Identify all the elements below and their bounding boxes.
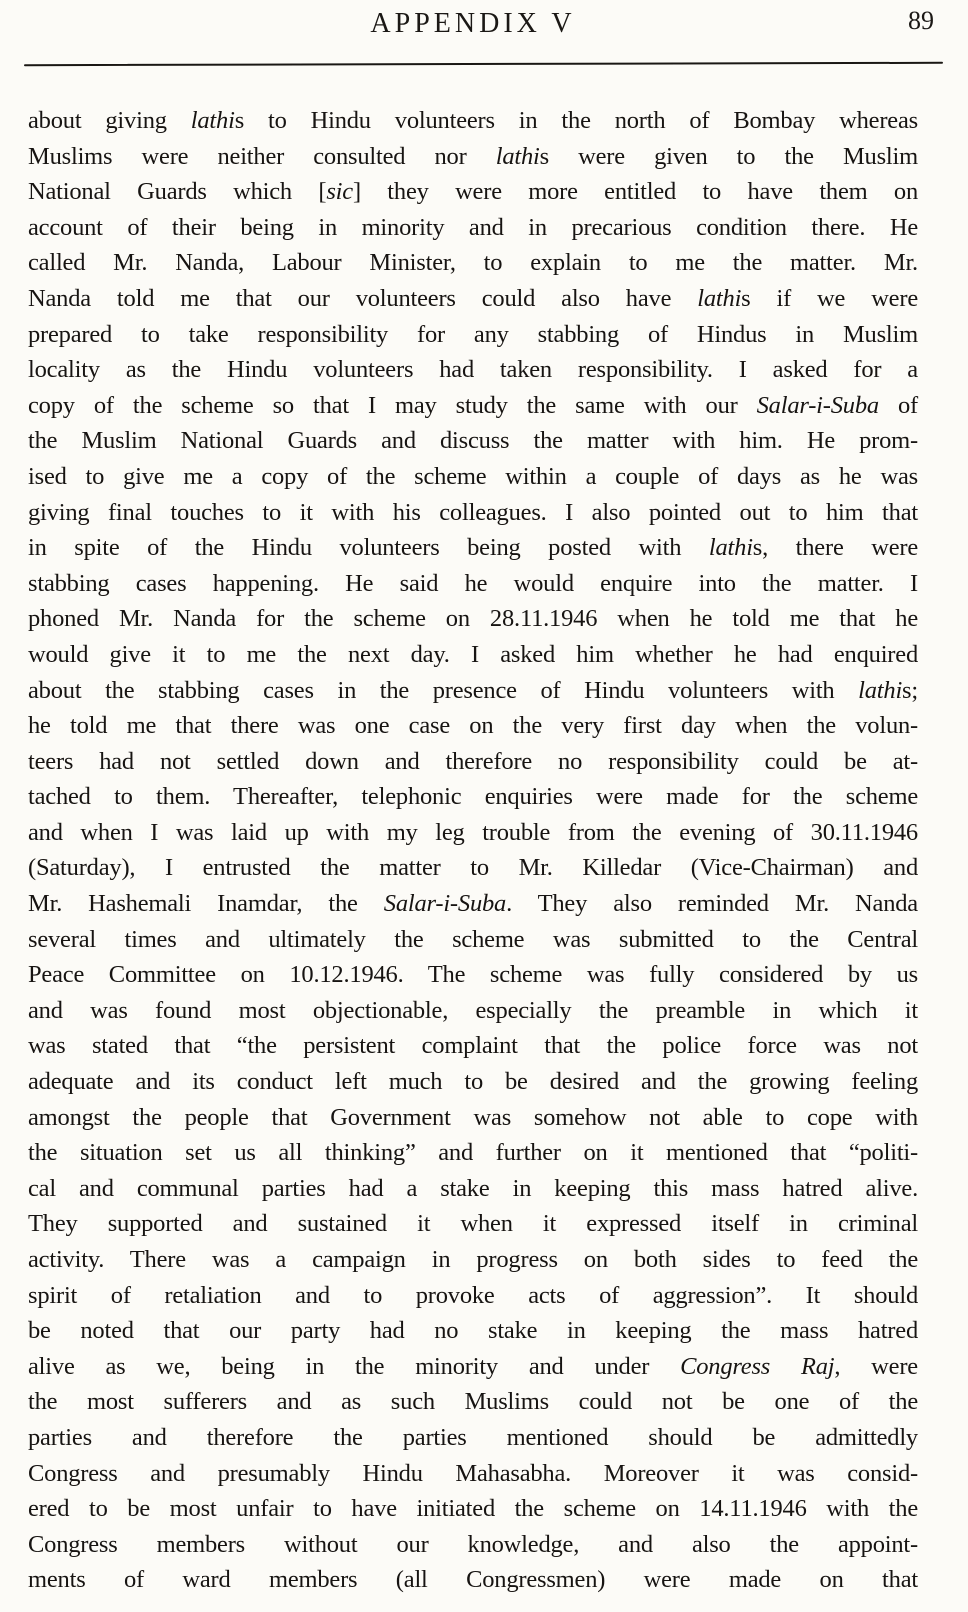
text-line bbox=[28, 886, 918, 922]
text-line bbox=[28, 174, 918, 210]
italic-text-run: Salar-i-Suba bbox=[383, 890, 507, 918]
text-run: (Saturday), I entrusted the matter to Mr. Killedar (Vice-Chairman) and bbox=[28, 854, 918, 882]
text-run: Nanda told me that our volunteers could also have bbox=[28, 284, 698, 312]
text-run: called Mr. Nanda, Labour Minister, to explain to me the matter. Mr. bbox=[28, 249, 918, 277]
text-run: s, there were bbox=[752, 534, 919, 562]
text-line bbox=[28, 1064, 918, 1100]
text-run: he told me that there was one case on the very first day when the volun- bbox=[28, 712, 918, 740]
text-line bbox=[28, 245, 918, 281]
body-text bbox=[28, 103, 918, 1598]
text-run: phoned Mr. Nanda for the scheme on 28.11.1946 when he told me that he bbox=[28, 605, 918, 633]
italic-text-run: lathi bbox=[495, 142, 540, 170]
text-run: amongst the people that Government was somehow not able to cope with bbox=[28, 1103, 918, 1131]
italic-text-run: sic bbox=[326, 178, 353, 206]
text-run: and was found most objectionable, especially the preamble in which it bbox=[28, 996, 918, 1024]
appendix-title: APPENDIX V bbox=[370, 8, 576, 39]
text-run: s; bbox=[902, 676, 918, 704]
text-run: Muslims were neither consulted nor bbox=[28, 142, 496, 170]
text-run: ered to be most unfair to have initiated the scheme on 14.11.1946 with the bbox=[28, 1495, 918, 1523]
text-run: the Muslim National Guards and discuss the matter with him. He prom- bbox=[28, 427, 918, 455]
text-run: the situation set us all thinking” and further on it mentioned that “politi- bbox=[28, 1139, 918, 1167]
text-line bbox=[28, 459, 918, 495]
text-run: , were bbox=[834, 1352, 918, 1380]
text-run: activity. There was a campaign in progress on both sides to feed the bbox=[28, 1246, 918, 1273]
italic-text-run: lathi bbox=[190, 107, 235, 134]
text-run: copy of the scheme so that I may study the same with our bbox=[28, 391, 757, 419]
text-line bbox=[28, 530, 918, 566]
text-run: about giving bbox=[28, 107, 191, 134]
text-line bbox=[28, 815, 918, 851]
text-run: tached to them. Thereafter, telephonic enquiries were made for the scheme bbox=[28, 783, 918, 811]
text-run: National Guards which [ bbox=[28, 178, 327, 206]
text-run: the most sufferers and as such Muslims could not be one of the bbox=[28, 1388, 918, 1416]
text-run: be noted that our party had no stake in keeping the mass hatred bbox=[28, 1317, 918, 1345]
text-line bbox=[28, 1527, 918, 1563]
text-line bbox=[28, 1562, 918, 1598]
italic-text-run: lathi bbox=[697, 284, 742, 312]
text-line bbox=[28, 1456, 918, 1492]
italic-text-run: lathi bbox=[708, 534, 753, 562]
text-run: Congress and presumably Hindu Mahasabha. Moreover it was consid- bbox=[28, 1459, 918, 1487]
text-line bbox=[28, 779, 918, 815]
header-rule-divider bbox=[24, 62, 943, 66]
text-line bbox=[28, 210, 918, 246]
text-run: cal and communal parties had a stake in keeping this mass hatred alive. bbox=[28, 1174, 918, 1202]
text-line bbox=[28, 103, 918, 139]
text-run: ] they were more entitled to have them on bbox=[352, 178, 918, 206]
text-run: ised to give me a copy of the scheme within a couple of days as he was bbox=[28, 462, 918, 490]
text-run: . They also reminded Mr. Nanda bbox=[506, 890, 918, 918]
text-run: was stated that “the persistent complaint that the police force was not bbox=[28, 1032, 918, 1060]
text-line bbox=[28, 922, 918, 958]
text-line bbox=[28, 1100, 918, 1136]
text-run: parties and therefore the parties mentioned should be admittedly bbox=[28, 1423, 918, 1451]
text-run: s to Hindu volunteers in the north of Bombay whereas bbox=[234, 107, 918, 134]
text-run: Peace Committee on 10.12.1946. The scheme was fully considered by us bbox=[28, 961, 918, 989]
text-line bbox=[28, 317, 918, 353]
text-line bbox=[28, 1135, 918, 1171]
text-line bbox=[28, 566, 918, 602]
text-line bbox=[28, 388, 918, 424]
text-run: about the stabbing cases in the presence of Hindu volunteers with bbox=[28, 676, 859, 704]
text-run: several times and ultimately the scheme was submitted to the Central bbox=[28, 925, 918, 953]
text-line bbox=[28, 744, 918, 780]
text-run: alive as we, being in the minority and under bbox=[28, 1352, 681, 1380]
text-line bbox=[28, 993, 918, 1029]
text-line bbox=[28, 637, 918, 673]
text-run: and when I was laid up with my leg trouble from the evening of 30.11.1946 bbox=[28, 818, 918, 846]
text-line bbox=[28, 1028, 918, 1064]
text-line bbox=[28, 957, 918, 993]
text-line bbox=[28, 850, 918, 886]
text-run: locality as the Hindu volunteers had taken responsibility. I asked for a bbox=[28, 356, 918, 384]
text-line bbox=[28, 708, 918, 744]
italic-text-run: lathi bbox=[858, 676, 903, 704]
text-run: in spite of the Hindu volunteers being posted with bbox=[28, 534, 709, 562]
text-line bbox=[28, 601, 918, 637]
text-line bbox=[28, 1242, 918, 1278]
page-number: 89 bbox=[908, 6, 934, 35]
text-run: account of their being in minority and in precarious condition there. He bbox=[28, 213, 918, 241]
text-line bbox=[28, 1349, 918, 1385]
text-run: of bbox=[878, 391, 919, 419]
text-line bbox=[28, 495, 918, 531]
text-run: Mr. Hashemali Inamdar, the bbox=[28, 890, 384, 918]
text-run: s were given to the Muslim bbox=[539, 142, 918, 170]
text-run: adequate and its conduct left much to be desired and the growing feeling bbox=[28, 1068, 918, 1096]
italic-text-run: Congress Raj bbox=[680, 1352, 835, 1380]
text-run: teers had not settled down and therefore no responsibility could be at- bbox=[28, 747, 918, 775]
text-line bbox=[28, 673, 918, 709]
text-line bbox=[28, 1420, 918, 1456]
text-run: would give it to me the next day. I asked him whether he had enquired bbox=[28, 640, 918, 668]
text-line bbox=[28, 423, 918, 459]
text-line bbox=[28, 1278, 918, 1314]
text-run: stabbing cases happening. He said he would enquire into the matter. I bbox=[28, 569, 918, 597]
text-line bbox=[28, 281, 918, 317]
text-line bbox=[28, 352, 918, 388]
text-run: giving final touches to it with his colleagues. I also pointed out to him that bbox=[28, 498, 918, 526]
text-run: prepared to take responsibility for any stabbing of Hindus in Muslim bbox=[28, 320, 918, 348]
text-line bbox=[28, 1313, 918, 1349]
text-run: ments of ward members (all Congressmen) were made on that bbox=[28, 1566, 918, 1594]
text-line bbox=[28, 1206, 918, 1242]
text-line bbox=[28, 139, 918, 175]
text-run: Congress members without our knowledge, and also the appoint- bbox=[28, 1530, 918, 1558]
text-line bbox=[28, 1384, 918, 1420]
italic-text-run: Salar-i-Suba bbox=[756, 391, 879, 419]
text-run: spirit of retaliation and to provoke acts of aggression”. It should bbox=[28, 1281, 918, 1309]
text-run: s if we were bbox=[741, 284, 918, 312]
text-line bbox=[28, 1171, 918, 1207]
text-run: They supported and sustained it when it expressed itself in criminal bbox=[28, 1210, 918, 1238]
text-line bbox=[28, 1491, 918, 1527]
